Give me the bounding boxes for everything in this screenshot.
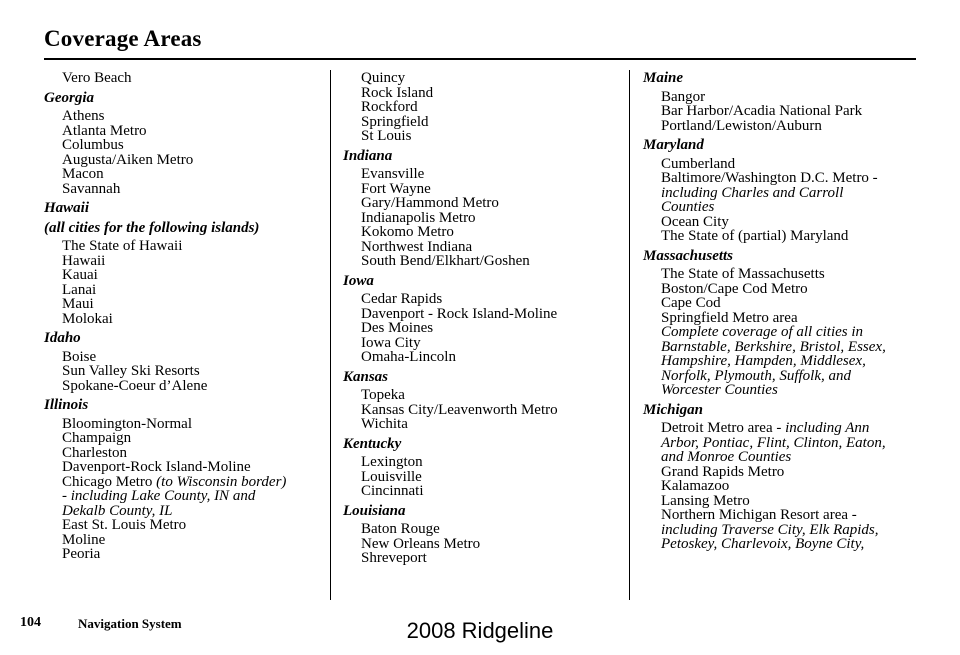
- coverage-column-3: [643, 71, 933, 552]
- city-entry: [343, 307, 623, 322]
- city-entry: [343, 455, 623, 470]
- city-name: Indianapolis Metro: [361, 209, 476, 226]
- note-text: including Traverse City, Elk Rapids,: [661, 521, 879, 538]
- city-name: Atlanta Metro: [62, 122, 147, 139]
- city-entry: [343, 403, 623, 418]
- city-name: Evansville: [361, 166, 425, 182]
- state-heading: Illinois: [44, 397, 89, 413]
- city-name: Cumberland: [661, 155, 736, 172]
- city-name: Bangor: [661, 88, 706, 105]
- state-heading: Maine: [643, 70, 684, 86]
- city-name: Kokomo Metro: [361, 224, 454, 240]
- coverage-note: [643, 186, 933, 201]
- city-entry: [343, 196, 623, 211]
- city-entry: [44, 446, 324, 461]
- city-name: Des Moines: [361, 320, 434, 336]
- city-name: Baltimore/Washington D.C. Metro -: [661, 170, 878, 186]
- state-heading: Hawaii: [44, 200, 90, 216]
- city-name: Grand Rapids Metro: [661, 463, 785, 480]
- city-name: Maui: [62, 296, 94, 312]
- city-entry: [44, 460, 324, 475]
- city-entry: [643, 296, 933, 311]
- city-entry: [643, 282, 933, 297]
- city-entry: [343, 551, 623, 566]
- city-name: Baton Rouge: [361, 521, 440, 537]
- city-name: The State of Hawaii: [62, 238, 183, 254]
- city-name: Chicago Metro: [62, 473, 157, 490]
- column-divider: [330, 70, 331, 600]
- city-entry: [343, 350, 623, 365]
- city-entry: [44, 254, 324, 269]
- note-text: and Monroe Counties: [661, 449, 792, 465]
- city-entry: [343, 211, 623, 226]
- note-text: including Charles and Carroll: [661, 184, 844, 201]
- city-entry: [343, 321, 623, 336]
- city-name: Springfield Metro area: [661, 309, 798, 326]
- city-name: Vero Beach: [62, 70, 132, 86]
- note-text: Counties: [661, 199, 715, 215]
- inline-note: including Ann: [785, 420, 870, 436]
- city-name: Macon: [62, 166, 104, 182]
- city-entry: [44, 547, 324, 562]
- city-entry: [44, 312, 324, 327]
- city-name: Springfield: [361, 113, 429, 130]
- footer-label: Navigation System: [78, 616, 182, 631]
- city-entry: [343, 522, 623, 537]
- coverage-column-2: [343, 71, 623, 566]
- city-entry: [343, 225, 623, 240]
- coverage-note: [643, 325, 933, 340]
- city-name: Quincy: [361, 70, 406, 86]
- note-text: - including Lake County, IN and: [62, 488, 256, 504]
- title-rule: [44, 58, 916, 60]
- city-entry: [343, 470, 623, 485]
- city-entry: [44, 417, 324, 432]
- city-entry: [44, 350, 324, 365]
- page-title: Coverage Areas: [44, 26, 202, 51]
- city-name: The State of (partial) Maryland: [661, 228, 849, 244]
- column-divider: [629, 70, 630, 600]
- city-name: East St. Louis Metro: [62, 517, 187, 533]
- city-entry: [343, 167, 623, 182]
- city-entry: [643, 494, 933, 509]
- city-name: Cedar Rapids: [361, 291, 443, 307]
- city-entry: [643, 508, 933, 523]
- note-text: Norfolk, Plymouth, Suffolk, and: [661, 367, 851, 384]
- coverage-note: [643, 523, 933, 538]
- city-name: Iowa City: [361, 334, 421, 351]
- city-entry: [44, 297, 324, 312]
- city-name: Peoria: [62, 546, 101, 562]
- city-entry: [343, 537, 623, 552]
- city-name: Gary/Hammond Metro: [361, 195, 499, 211]
- state-heading: Michigan: [643, 401, 704, 418]
- state-heading: Maryland: [643, 137, 704, 153]
- city-entry: [643, 465, 933, 480]
- city-name: Savannah: [62, 180, 121, 197]
- city-name: Hawaii: [62, 252, 106, 269]
- city-name: Davenport - Rock Island-Moline: [361, 305, 558, 322]
- city-name: Augusta/Aiken Metro: [62, 151, 194, 168]
- city-entry: [343, 292, 623, 307]
- city-name: Kalamazoo: [661, 478, 730, 494]
- note-text: Petoskey, Charlevoix, Boyne City,: [661, 536, 865, 552]
- page-number: 104: [20, 615, 41, 630]
- city-entry: [44, 533, 324, 548]
- city-name: Lanai: [62, 281, 97, 298]
- city-entry: [643, 311, 933, 326]
- city-entry: [44, 124, 324, 139]
- city-entry: [343, 484, 623, 499]
- city-entry: [44, 475, 324, 490]
- note-text: Hampshire, Hampden, Middlesex,: [661, 353, 866, 369]
- city-name: Davenport-Rock Island-Moline: [62, 459, 251, 475]
- city-name: South Bend/Elkhart/Goshen: [361, 253, 530, 269]
- city-entry: [44, 431, 324, 446]
- city-entry: [343, 100, 623, 115]
- city-name: Wichita: [361, 416, 408, 432]
- note-text: Dekalb County, IL: [62, 502, 173, 519]
- city-entry: [343, 240, 623, 255]
- city-name: Ocean City: [661, 213, 729, 230]
- city-name: Molokai: [62, 310, 113, 327]
- city-name: St Louis: [361, 128, 412, 144]
- city-name: Spokane-Coeur d’Alene: [62, 377, 208, 394]
- city-name: Rock Island: [361, 84, 434, 101]
- city-name: Kansas City/Leavenworth Metro: [361, 401, 558, 418]
- city-name: Rockford: [361, 99, 418, 115]
- state-heading: Idaho: [44, 330, 81, 346]
- city-name: Bloomington-Normal: [62, 415, 192, 432]
- city-name: Lansing Metro: [661, 492, 750, 509]
- city-name: Kauai: [62, 267, 98, 283]
- city-entry: [343, 115, 623, 130]
- city-name: Sun Valley Ski Resorts: [62, 363, 200, 379]
- city-entry: [643, 479, 933, 494]
- city-name: Moline: [62, 531, 106, 548]
- city-name: Northwest Indiana: [361, 238, 473, 255]
- city-entry: [44, 518, 324, 533]
- inline-note: (to Wisconsin border): [156, 473, 287, 490]
- city-entry: [44, 167, 324, 182]
- note-text: Complete coverage of all cities in: [661, 324, 864, 340]
- city-name: Boston/Cape Cod Metro: [661, 280, 808, 297]
- city-name: The State of Massachusetts: [661, 266, 825, 282]
- coverage-note: [643, 383, 933, 398]
- city-entry: [343, 336, 623, 351]
- city-name: Lexington: [361, 454, 423, 470]
- city-name: Boise: [62, 348, 97, 365]
- state-heading: Massachusetts: [643, 247, 734, 264]
- city-entry: [44, 268, 324, 283]
- city-name: Champaign: [62, 430, 132, 446]
- city-entry: [643, 421, 933, 436]
- note-text: Barnstable, Berkshire, Bristol, Essex,: [661, 338, 886, 355]
- city-entry: [44, 379, 324, 394]
- city-entry: [343, 86, 623, 101]
- coverage-note: [643, 369, 933, 384]
- coverage-note: [643, 537, 933, 552]
- city-entry: [44, 239, 324, 254]
- city-entry: [44, 71, 324, 86]
- coverage-note: [44, 489, 324, 504]
- watermark-text: 2008 Ridgeline: [406, 618, 554, 643]
- state-heading: Kentucky: [343, 435, 402, 452]
- city-entry: [643, 229, 933, 244]
- city-name: Bar Harbor/Acadia National Park: [661, 103, 863, 119]
- city-entry: [343, 254, 623, 269]
- city-entry: [643, 90, 933, 105]
- city-entry: [343, 182, 623, 197]
- city-name: Topeka: [361, 387, 405, 403]
- city-entry: [44, 153, 324, 168]
- city-entry: [343, 71, 623, 86]
- city-name: Shreveport: [361, 550, 427, 566]
- city-entry: [643, 215, 933, 230]
- city-entry: [44, 182, 324, 197]
- city-name: Fort Wayne: [361, 180, 431, 197]
- state-heading: Indiana: [343, 147, 393, 164]
- state-heading: Iowa: [343, 272, 374, 289]
- city-entry: [343, 129, 623, 144]
- city-entry: [643, 171, 933, 186]
- city-name: Charleston: [62, 444, 127, 461]
- city-entry: [643, 104, 933, 119]
- coverage-note: [44, 504, 324, 519]
- city-name: Louisville: [361, 468, 422, 485]
- city-entry: [643, 267, 933, 282]
- city-name: Cape Cod: [661, 295, 721, 311]
- city-entry: [343, 388, 623, 403]
- coverage-note: [643, 450, 933, 465]
- coverage-note: [643, 354, 933, 369]
- coverage-note: [643, 340, 933, 355]
- coverage-column-1: [44, 71, 324, 562]
- city-name: Detroit Metro area -: [661, 420, 786, 436]
- city-entry: [643, 119, 933, 134]
- coverage-note: [643, 436, 933, 451]
- city-name: Northern Michigan Resort area -: [661, 507, 857, 523]
- city-name: Columbus: [62, 137, 124, 153]
- city-entry: [44, 109, 324, 124]
- city-name: Cincinnati: [361, 483, 424, 499]
- coverage-note: [643, 200, 933, 215]
- state-heading: Louisiana: [343, 502, 406, 519]
- note-text: Arbor, Pontiac, Flint, Clinton, Eaton,: [661, 434, 886, 451]
- state-heading: Georgia: [44, 89, 94, 106]
- city-name: Athens: [62, 108, 105, 124]
- note-text: Worcester Counties: [661, 382, 778, 398]
- city-entry: [44, 283, 324, 298]
- city-entry: [44, 138, 324, 153]
- state-heading: (all cities for the following islands): [44, 219, 260, 236]
- city-entry: [343, 417, 623, 432]
- city-name: Omaha-Lincoln: [361, 349, 456, 365]
- state-heading: Kansas: [343, 368, 389, 385]
- city-entry: [44, 364, 324, 379]
- city-name: Portland/Lewiston/Auburn: [661, 117, 822, 134]
- city-name: New Orleans Metro: [361, 535, 481, 552]
- city-entry: [643, 157, 933, 172]
